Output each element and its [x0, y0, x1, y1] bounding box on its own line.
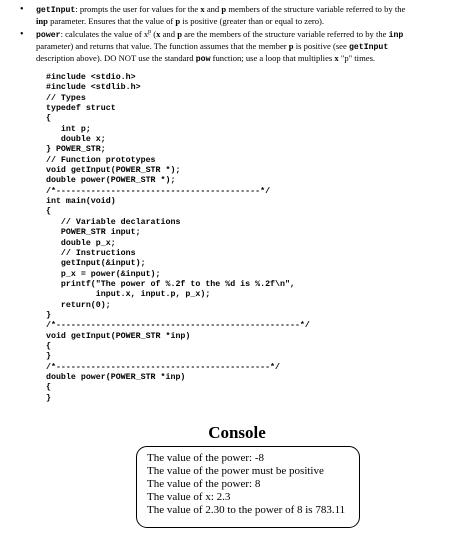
code-line: double power(POWER_STR *);	[46, 176, 176, 186]
code-line: {	[46, 207, 51, 217]
code-line: int main(void)	[46, 197, 116, 207]
code-listing	[46, 73, 464, 404]
code-line: /*-----------------------------------------*/	[46, 186, 271, 196]
code-line: POWER_STR input;	[46, 228, 141, 238]
code-line: double p_x;	[46, 238, 116, 248]
code-line: return(0);	[46, 300, 111, 310]
code-line: }	[46, 310, 51, 320]
code-line: }	[46, 393, 51, 403]
function-spec-list	[18, 4, 464, 65]
code-line: }	[46, 352, 51, 362]
console-line: The value of the power: -8	[147, 452, 264, 464]
code-line: #include <stdlib.h>	[46, 83, 141, 93]
code-line: p_x = power(&input);	[46, 269, 161, 279]
code-line: double power(POWER_STR *inp)	[46, 372, 186, 382]
code-line: // Instructions	[46, 248, 136, 258]
spec-power: • power: calculates the value of $x^p$ (x and p are the members of the structure variable referred to by the inp parameter) and returns that value. The function assumes that the member p is positive (see getInput description above). DO NOT use the standard pow function; use a loop that multiplies x "p" times.	[20, 29, 404, 64]
console-line: The value of x: 2.3	[147, 491, 231, 503]
spec-power-name: power	[36, 31, 61, 40]
console-title: Console	[208, 423, 266, 442]
code-line: /*-------------------------------------------*/	[46, 362, 281, 372]
console-line: The value of the power must be positive	[147, 465, 324, 477]
spec-getinput: • getInput: prompts the user for values for the x and p members of the structure variable referred to by the inp parameter. Ensures that the value of p is positive (greater than or equal to zero).	[20, 4, 406, 26]
code-line: // Types	[46, 93, 86, 103]
code-line: #include <stdio.h>	[46, 73, 136, 82]
code-line: double x;	[46, 135, 106, 145]
spec-getinput-name: getInput	[36, 6, 76, 15]
code-line: {	[46, 341, 51, 351]
code-line: void getInput(POWER_STR *inp)	[46, 331, 191, 341]
code-line: } POWER_STR;	[46, 145, 106, 155]
console-line: The value of the power: 8	[147, 478, 261, 490]
code-line: // Variable declarations	[46, 217, 181, 227]
code-line: /*-------------------------------------------------*/	[46, 321, 310, 331]
code-line: int p;	[46, 124, 91, 134]
code-line: // Function prototypes	[46, 155, 156, 165]
bullet-icon: •	[20, 4, 24, 15]
code-line: {	[46, 114, 51, 124]
code-line: typedef struct	[46, 104, 116, 114]
code-line: {	[46, 383, 51, 393]
console-output-box	[136, 446, 360, 528]
code-line: input.x, input.p, p_x);	[46, 290, 211, 300]
bullet-icon: •	[20, 29, 24, 40]
console-line: The value of 2.30 to the power of 8 is 783.11	[147, 504, 346, 516]
code-line: void getInput(POWER_STR *);	[46, 166, 181, 176]
code-line: getInput(&input);	[46, 259, 146, 269]
code-line: printf("The power of %.2f to the %d is %.2f\n",	[46, 279, 295, 289]
